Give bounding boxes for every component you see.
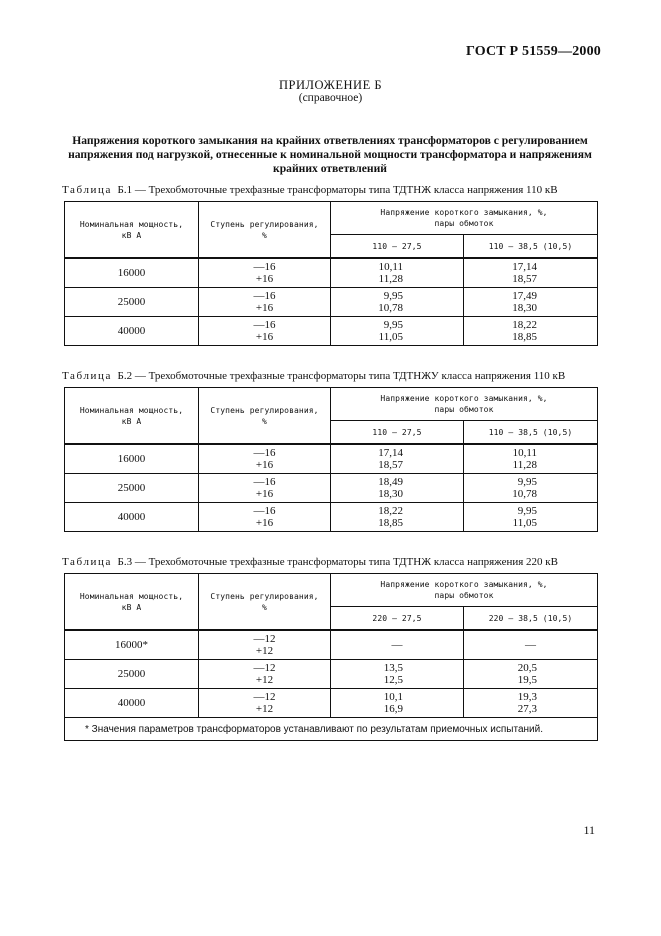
table-caption [62, 370, 565, 382]
voltage-cell [331, 630, 464, 660]
step-value: +16 [255, 517, 274, 529]
header-text: Номинальная мощность, [79, 405, 184, 415]
table-label: Таблица [62, 556, 112, 568]
voltage-value: 18,22 [378, 505, 403, 517]
column-header-pair: 110 — 38,5 (10,5) [464, 235, 598, 259]
power-cell: 16000* [65, 630, 199, 660]
header-text: Напряжение короткого замыкания, %, [380, 580, 548, 589]
table-row [65, 288, 598, 317]
column-header-power [65, 574, 199, 631]
heading-line: напряжения под нагрузкой, отнесенные к номинальной мощности трансформатора и напряжениям [68, 148, 592, 161]
column-header-power [65, 202, 199, 259]
table-caption [62, 556, 558, 568]
voltage-value: 18,85 [378, 517, 403, 529]
step-value: —16 [253, 319, 276, 331]
column-header-step [199, 202, 331, 259]
voltage-value: 9,95 [383, 290, 403, 302]
voltage-value: — [391, 639, 403, 651]
table-row [65, 689, 598, 718]
voltage-value: 17,14 [378, 447, 403, 459]
voltage-value: 18,57 [378, 459, 403, 471]
voltage-cell [331, 474, 464, 503]
voltage-cell [331, 503, 464, 532]
voltage-value: 17,49 [512, 290, 538, 302]
table-caption [62, 184, 558, 196]
column-header-voltage [331, 388, 598, 421]
voltage-value: 20,5 [517, 662, 538, 674]
step-value: —12 [253, 633, 276, 645]
step-value: +16 [255, 459, 274, 471]
column-header-pair: 110 — 27,5 [331, 421, 464, 445]
voltage-value: 18,22 [512, 319, 538, 331]
document-heading [64, 134, 596, 176]
power-cell: 16000 [65, 258, 199, 288]
step-value: +16 [255, 331, 274, 343]
voltage-value: 11,05 [378, 331, 403, 343]
voltage-value: 9,95 [517, 505, 538, 517]
header-text: кВ А [121, 416, 142, 426]
voltage-value: 13,5 [383, 662, 403, 674]
header-text: кВ А [121, 230, 142, 240]
power-cell: 25000 [65, 660, 199, 689]
voltage-cell [464, 660, 598, 689]
voltage-cell [464, 474, 598, 503]
voltage-value: 10,11 [512, 447, 538, 459]
power-cell: 40000 [65, 503, 199, 532]
step-value: +16 [255, 488, 274, 500]
table-caption-text: Б.2 — Трехобмоточные трехфазные трансформаторы типа ТДТНЖУ класса напряжения 110 кВ [117, 370, 566, 382]
voltage-value: 11,05 [512, 517, 538, 529]
header-text: Ступень регулирования, [210, 591, 319, 601]
column-header-pair: 220 — 27,5 [331, 607, 464, 631]
step-value: —16 [253, 505, 276, 517]
voltage-value: 18,30 [512, 302, 538, 314]
step-value: —12 [253, 662, 276, 674]
voltage-value: 19,5 [517, 674, 538, 686]
voltage-value: 9,95 [517, 476, 538, 488]
voltage-cell [331, 689, 464, 718]
appendix-subtitle: (справочное) [298, 92, 363, 104]
voltage-value: 18,49 [378, 476, 403, 488]
table-label: Таблица [62, 370, 112, 382]
table-caption-text: Б.3 — Трехобмоточные трехфазные трансформаторы типа ТДТНЖ класса напряжения 220 кВ [117, 556, 558, 568]
power-cell: 16000 [65, 444, 199, 474]
voltage-cell [331, 317, 464, 346]
table-row [65, 474, 598, 503]
table-row [65, 258, 598, 288]
power-cell: 25000 [65, 474, 199, 503]
step-value: +16 [255, 273, 274, 285]
header-text: Ступень регулирования, [210, 219, 319, 229]
column-header-step [199, 574, 331, 631]
step-value: +12 [255, 674, 274, 686]
power-cell: 40000 [65, 317, 199, 346]
step-cell [199, 258, 331, 288]
column-header-pair: 220 — 38,5 (10,5) [464, 607, 598, 631]
table-footnote: * Значения параметров трансформаторов устанавливают по результатам приемочных испытаний. [65, 718, 598, 741]
step-cell [199, 317, 331, 346]
voltage-cell [331, 288, 464, 317]
voltage-value: 10,78 [512, 488, 538, 500]
voltage-value: 10,1 [383, 691, 403, 703]
voltage-value: 17,14 [512, 261, 538, 273]
data-table [64, 387, 598, 532]
heading-line: крайних ответвлений [273, 162, 387, 175]
data-table [64, 573, 598, 741]
step-value: —16 [253, 261, 276, 273]
heading-line: Напряжения короткого замыкания на крайних ответвлениях трансформаторов с регулированием [72, 134, 588, 147]
header-text: % [262, 230, 267, 240]
voltage-cell [464, 444, 598, 474]
voltage-cell [464, 258, 598, 288]
table-row [65, 630, 598, 660]
voltage-value: — [525, 639, 536, 651]
table-row [65, 503, 598, 532]
table-row [65, 660, 598, 689]
header-text: Ступень регулирования, [210, 405, 319, 415]
voltage-value: 11,28 [378, 273, 403, 285]
voltage-value: 9,95 [383, 319, 403, 331]
step-cell [199, 444, 331, 474]
voltage-cell [331, 660, 464, 689]
voltage-cell [464, 630, 598, 660]
step-cell [199, 474, 331, 503]
step-value: +12 [255, 645, 274, 657]
voltage-cell [464, 317, 598, 346]
voltage-value: 19,3 [517, 691, 538, 703]
step-value: —16 [253, 476, 276, 488]
column-header-voltage [331, 574, 598, 607]
step-cell [199, 288, 331, 317]
header-text: Номинальная мощность, [79, 219, 184, 229]
voltage-cell [331, 444, 464, 474]
voltage-cell [464, 503, 598, 532]
header-text: пары обмоток [434, 219, 494, 228]
step-cell [199, 660, 331, 689]
column-header-power [65, 388, 199, 445]
voltage-value: 10,11 [378, 261, 403, 273]
page-number: 11 [583, 823, 595, 837]
appendix-title: ПРИЛОЖЕНИЕ Б [278, 78, 383, 92]
header-text: Номинальная мощность, [79, 591, 184, 601]
voltage-cell [464, 689, 598, 718]
step-cell [199, 503, 331, 532]
table-row [65, 317, 598, 346]
voltage-value: 18,85 [512, 331, 538, 343]
header-text: пары обмоток [434, 405, 494, 414]
step-value: —12 [253, 691, 276, 703]
step-value: +16 [255, 302, 274, 314]
voltage-cell [464, 288, 598, 317]
step-cell [199, 689, 331, 718]
voltage-value: 16,9 [383, 703, 403, 715]
header-text: % [262, 416, 267, 426]
table-label: Таблица [62, 184, 112, 196]
power-cell: 25000 [65, 288, 199, 317]
voltage-value: 10,78 [378, 302, 403, 314]
column-header-pair: 110 — 38,5 (10,5) [464, 421, 598, 445]
voltage-value: 11,28 [512, 459, 538, 471]
voltage-value: 12,5 [383, 674, 403, 686]
header-text: Напряжение короткого замыкания, %, [380, 208, 548, 217]
step-value: —16 [253, 447, 276, 459]
voltage-value: 18,30 [378, 488, 403, 500]
column-header-step [199, 388, 331, 445]
table-caption-text: Б.1 — Трехобмоточные трехфазные трансформаторы типа ТДТНЖ класса напряжения 110 кВ [117, 184, 558, 196]
standard-code: ГОСТ Р 51559—2000 [465, 44, 601, 59]
header-text: пары обмоток [434, 591, 494, 600]
voltage-cell [331, 258, 464, 288]
column-header-pair: 110 — 27,5 [331, 235, 464, 259]
table-row [65, 444, 598, 474]
step-cell [199, 630, 331, 660]
header-text: кВ А [121, 602, 142, 612]
table-footnote-row [65, 718, 598, 741]
voltage-value: 27,3 [517, 703, 538, 715]
header-text: % [262, 602, 267, 612]
step-value: +12 [255, 703, 274, 715]
step-value: —16 [253, 290, 276, 302]
column-header-voltage [331, 202, 598, 235]
data-table [64, 201, 598, 346]
header-text: Напряжение короткого замыкания, %, [380, 394, 548, 403]
power-cell: 40000 [65, 689, 199, 718]
voltage-value: 18,57 [512, 273, 538, 285]
